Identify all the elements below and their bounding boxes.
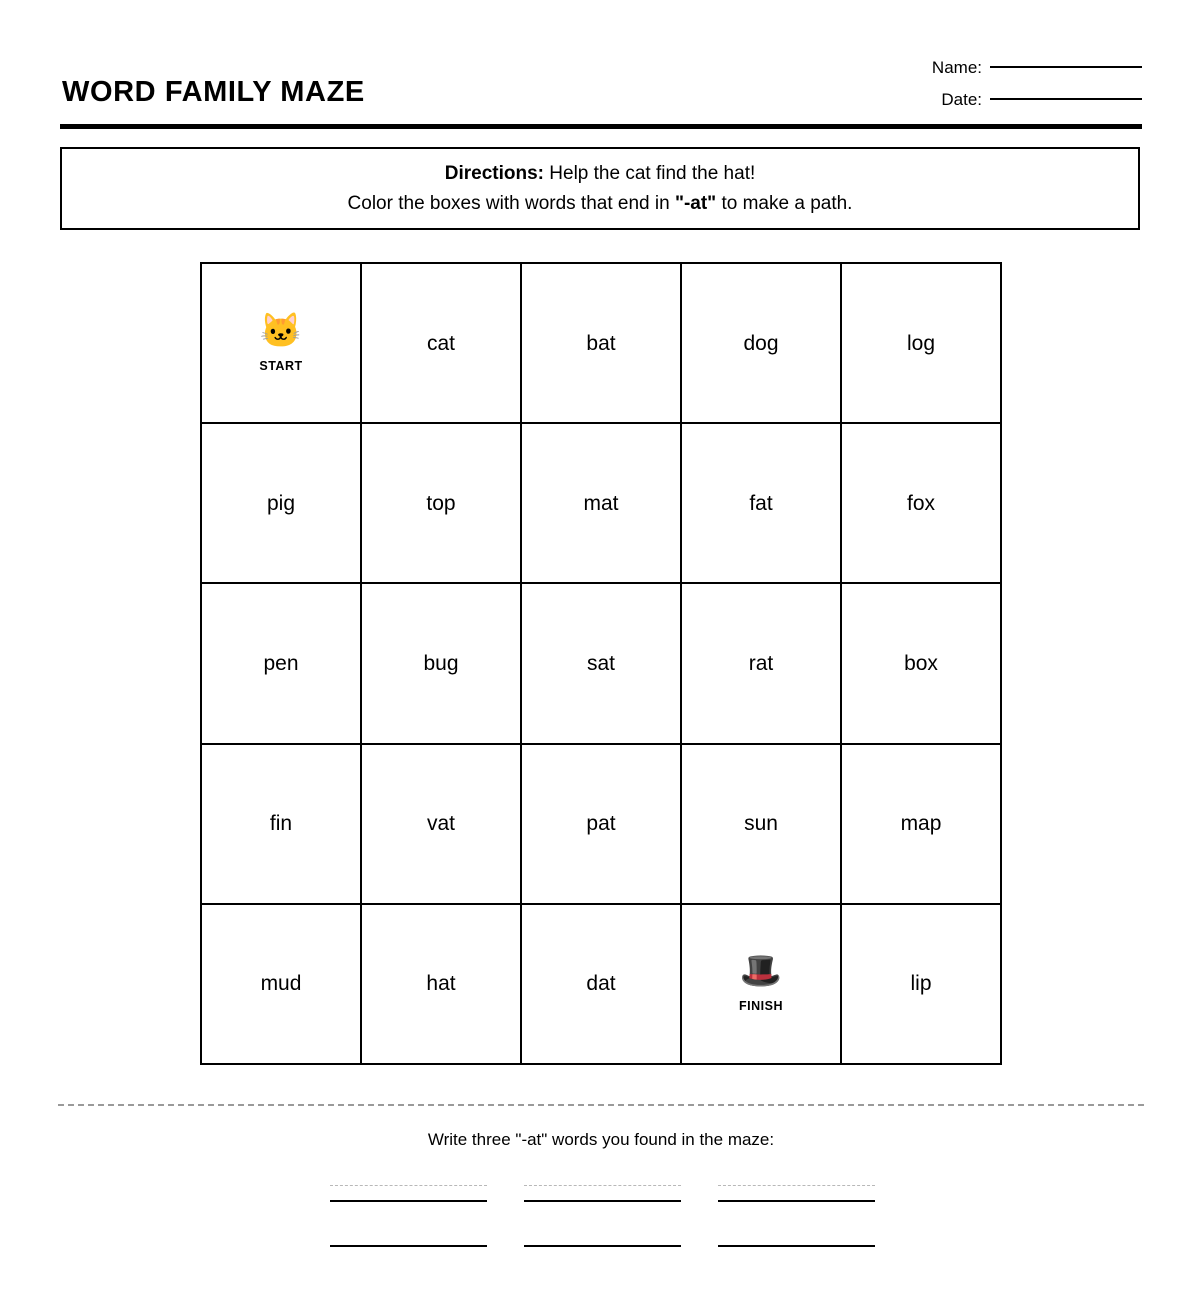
slot-baseline-top[interactable] xyxy=(330,1200,487,1202)
maze-cell-word[interactable] xyxy=(682,264,842,424)
slot-baseline-bottom[interactable] xyxy=(524,1245,681,1247)
maze-cell-word[interactable] xyxy=(202,424,362,584)
directions-line-2-after: to make a path. xyxy=(716,192,853,214)
maze-cell-word[interactable] xyxy=(842,264,1002,424)
maze-word-text: box xyxy=(904,651,938,675)
maze-cell-word[interactable] xyxy=(522,424,682,584)
maze-cell-finish[interactable] xyxy=(682,905,842,1065)
maze-cell-word[interactable] xyxy=(362,264,522,424)
directions-line-2-before: Color the boxes with words that end in xyxy=(347,192,675,214)
maze-cell-word[interactable] xyxy=(682,584,842,744)
directions-line-1 xyxy=(445,159,756,189)
maze-word-text: bat xyxy=(586,331,616,355)
maze-word-text: top xyxy=(426,491,456,515)
name-row xyxy=(842,52,1142,84)
maze-word-text: cat xyxy=(426,331,455,355)
directions-label: Directions: xyxy=(444,162,544,184)
maze-cell-word[interactable] xyxy=(202,905,362,1065)
directions-target-ending: "-at" xyxy=(674,192,717,214)
maze-word-text: pen xyxy=(263,651,299,675)
slot-dotted-guide xyxy=(718,1185,875,1186)
directions-line-2 xyxy=(348,189,853,219)
maze-cell-word[interactable] xyxy=(362,424,522,584)
cat-face-icon: 🐱 xyxy=(259,311,303,350)
maze-word-text: mat xyxy=(583,491,619,515)
slot-baseline-top[interactable] xyxy=(524,1200,681,1202)
maze-marker-label: START xyxy=(259,358,303,373)
header-divider xyxy=(60,124,1142,129)
maze-cell-word[interactable] xyxy=(522,264,682,424)
top-hat-icon: 🎩 xyxy=(739,952,783,991)
maze-word-text: vat xyxy=(426,812,455,836)
slot-baseline-top[interactable] xyxy=(718,1200,875,1202)
directions-box xyxy=(60,147,1140,230)
answer-slot[interactable] xyxy=(524,1185,681,1247)
slot-baseline-bottom[interactable] xyxy=(330,1245,487,1247)
maze-cell-word[interactable] xyxy=(362,584,522,744)
bottom-prompt: Write three "-at" words you found in the maze: xyxy=(427,1130,775,1149)
maze-cell-word[interactable] xyxy=(842,745,1002,905)
maze-cell-word[interactable] xyxy=(842,584,1002,744)
maze-word-text: log xyxy=(906,331,936,355)
directions-line-1-text: Help the cat find the hat! xyxy=(544,162,756,184)
page-title: WORD FAMILY MAZE xyxy=(62,76,365,108)
date-label: Date: xyxy=(941,90,982,109)
maze-cell-word[interactable] xyxy=(202,745,362,905)
answer-slot[interactable] xyxy=(718,1185,875,1247)
maze-cell-start[interactable] xyxy=(202,264,362,424)
date-write-line[interactable] xyxy=(990,98,1142,100)
maze-cell-word[interactable] xyxy=(202,584,362,744)
maze-cell-word[interactable] xyxy=(522,584,682,744)
maze-word-text: fat xyxy=(749,491,773,515)
maze-grid xyxy=(200,262,1002,1065)
answer-slots xyxy=(330,1185,875,1247)
maze-cell-word[interactable] xyxy=(522,905,682,1065)
name-write-line[interactable] xyxy=(990,66,1142,68)
name-label: Name: xyxy=(931,58,982,77)
maze-word-text: bug xyxy=(423,651,459,675)
maze-cell-word[interactable] xyxy=(682,745,842,905)
maze-word-text: mud xyxy=(260,972,302,996)
maze-word-text: hat xyxy=(426,972,456,996)
maze-word-text: sun xyxy=(744,812,778,836)
date-row xyxy=(842,84,1142,116)
maze-word-text: fox xyxy=(906,491,935,515)
answer-slot[interactable] xyxy=(330,1185,487,1247)
slot-dotted-guide xyxy=(330,1185,487,1186)
maze-cell-word[interactable] xyxy=(522,745,682,905)
maze-word-text: map xyxy=(900,812,942,836)
maze-word-text: dog xyxy=(743,331,779,355)
bottom-dashed-separator xyxy=(58,1104,1144,1106)
maze-word-text: lip xyxy=(910,972,932,996)
maze-word-text: sat xyxy=(586,651,615,675)
name-date-block xyxy=(842,52,1142,116)
maze-word-text: pig xyxy=(266,491,296,515)
slot-dotted-guide xyxy=(524,1185,681,1186)
worksheet-header xyxy=(60,52,1142,114)
maze-marker-label: FINISH xyxy=(739,999,783,1014)
maze-cell-word[interactable] xyxy=(362,905,522,1065)
maze-word-text: fin xyxy=(269,812,293,836)
maze-word-text: rat xyxy=(748,651,774,675)
maze-word-text: dat xyxy=(586,972,616,996)
maze-cell-word[interactable] xyxy=(682,424,842,584)
slot-baseline-bottom[interactable] xyxy=(718,1245,875,1247)
maze-cell-word[interactable] xyxy=(842,424,1002,584)
maze-cell-word[interactable] xyxy=(842,905,1002,1065)
maze-cell-word[interactable] xyxy=(362,745,522,905)
maze-word-text: pat xyxy=(586,812,616,836)
